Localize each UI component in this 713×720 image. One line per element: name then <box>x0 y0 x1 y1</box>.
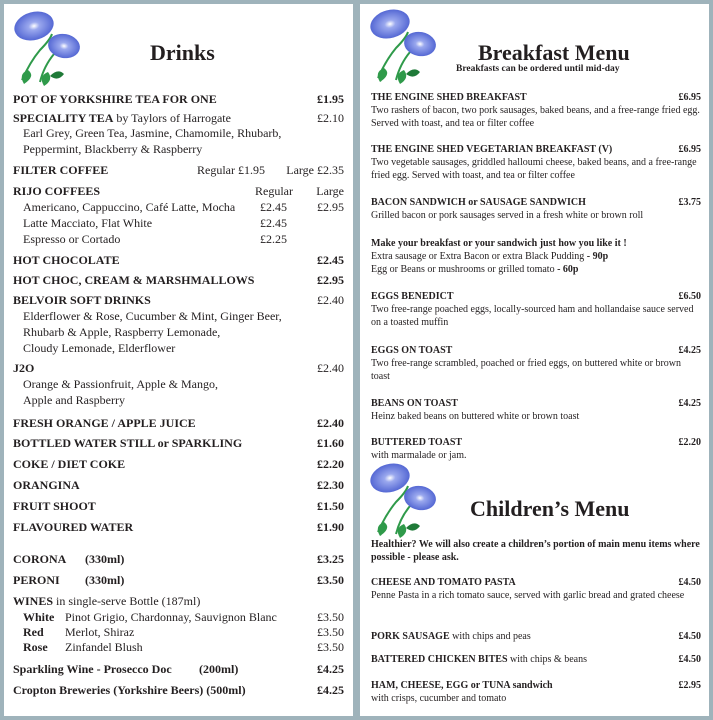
morning-glory-flower-icon <box>10 10 90 90</box>
menu-item: BATTERED CHICKEN BITES with chips & beans £4.50 <box>371 654 701 665</box>
item-description: Elderflower & Rose, Cucumber & Mint, Ginger Beer, <box>23 309 282 323</box>
menu-item: PERONI (330ml) £3.50 <box>13 573 344 587</box>
breakfast-subtitle: Breakfasts can be ordered until mid-day <box>456 64 620 74</box>
menu-item: SPECIALITY TEA by Taylors of Harrogate £2.10 <box>13 111 344 125</box>
menu-item: POT OF YORKSHIRE TEA FOR ONE £1.95 <box>13 92 344 106</box>
item-description: Orange & Passionfruit, Apple & Mango, <box>23 377 218 391</box>
menu-item: CHEESE AND TOMATO PASTA £4.50 Penne Pasta in a rich tomato sauce, served with garlic bread and grated cheese <box>371 577 701 601</box>
menu-item: EGGS BENEDICT £6.50 Two free-range poached eggs, locally-sourced ham and hollandaise sauce served on a toasted muffin <box>371 291 701 328</box>
breakfast-extras: Make your breakfast or your sandwich just how you like it ! Extra sausage or Extra Bacon or extra Black Pudding - 90p Egg or Beans or mushrooms or grilled tomato - 60p <box>371 238 627 275</box>
menu-item: J2O £2.40 <box>13 361 344 375</box>
item-description: Earl Grey, Green Tea, Jasmine, Chamomile, Rhubarb, <box>23 126 282 140</box>
morning-glory-flower-icon <box>366 8 446 88</box>
menu-item: BUTTERED TOAST £2.20 with marmalade or jam. <box>371 437 701 461</box>
menu-item: RIJO COFFEES Regular Large <box>13 184 344 198</box>
menu-item: WINES in single-serve Bottle (187ml) <box>13 594 201 608</box>
list-item: Espresso or Cortado £2.25 <box>23 232 287 246</box>
menu-item: PORK SAUSAGE with chips and peas £4.50 <box>371 631 701 642</box>
list-item: Americano, Cappuccino, Café Latte, Mocha £2.45 £2.95 <box>23 200 344 214</box>
menu-item: EGGS ON TOAST £4.25 Two free-range scrambled, poached or fried eggs, on buttered white or brown toast <box>371 345 701 382</box>
menu-item: FRESH ORANGE / APPLE JUICE £2.40 <box>13 416 344 430</box>
menu-item: FLAVOURED WATER £1.90 <box>13 520 344 534</box>
menu-item: HOT CHOC, CREAM & MARSHMALLOWS £2.95 <box>13 273 344 287</box>
menu-item: BACON SANDWICH or SAUSAGE SANDWICH £3.75 Grilled bacon or pork sausages served in a fresh white or brown roll <box>371 197 701 221</box>
menu-item: ORANGINA £2.30 <box>13 478 344 492</box>
menu-item: CORONA (330ml) £3.25 <box>13 552 344 566</box>
children-note: Healthier? We will also create a children’s portion of main menu items where possible - please ask. <box>371 539 700 563</box>
morning-glory-flower-icon <box>366 462 446 542</box>
breakfast-title: Breakfast Menu <box>478 40 630 65</box>
menu-item: Sparkling Wine - Prosecco Doc (200ml) £4.25 <box>13 662 344 676</box>
children-title: Children’s Menu <box>470 496 630 521</box>
menu-item: BELVOIR SOFT DRINKS £2.40 <box>13 293 344 307</box>
list-item: White Pinot Grigio, Chardonnay, Sauvignon Blanc £3.50 <box>23 610 344 624</box>
menu-item: COKE / DIET COKE £2.20 <box>13 457 344 471</box>
menu-item: HOT CHOCOLATE £2.45 <box>13 253 344 267</box>
drinks-panel <box>4 4 353 716</box>
menu-item: THE ENGINE SHED VEGETARIAN BREAKFAST (V) £6.95 Two vegetable sausages, griddled halloumi cheese, baked beans, and a free-range fried egg. Served with toast, and tea or filter coffee <box>371 144 701 181</box>
item-description: Cloudy Lemonade, Elderflower <box>23 341 176 355</box>
list-item: Latte Macciato, Flat White £2.45 <box>23 216 287 230</box>
menu-item: HAM, CHEESE, EGG or TUNA sandwich £2.95 with crisps, cucumber and tomato <box>371 680 701 704</box>
menu-item: BEANS ON TOAST £4.25 Heinz baked beans on buttered white or brown toast <box>371 398 701 422</box>
menu-item: FILTER COFFEE Regular £1.95 Large £2.35 <box>13 163 344 177</box>
menu-item: THE ENGINE SHED BREAKFAST £6.95 Two rashers of bacon, two pork sausages, baked beans, and a free-range fried egg. Served with toast, and tea or filter coffee <box>371 92 701 129</box>
menu-item: BOTTLED WATER STILL or SPARKLING £1.60 <box>13 436 344 450</box>
list-item: Red Merlot, Shiraz £3.50 <box>23 625 344 639</box>
item-description: Rhubarb & Apple, Raspberry Lemonade, <box>23 325 221 339</box>
item-description: Apple and Raspberry <box>23 393 125 407</box>
menu-item: FRUIT SHOOT £1.50 <box>13 499 344 513</box>
item-description: Peppermint, Blackberry & Raspberry <box>23 142 203 156</box>
menu-item: Cropton Breweries (Yorkshire Beers) (500ml) £4.25 <box>13 683 344 697</box>
food-panel <box>360 4 709 716</box>
drinks-title: Drinks <box>150 40 215 65</box>
list-item: Rose Zinfandel Blush £3.50 <box>23 640 344 654</box>
